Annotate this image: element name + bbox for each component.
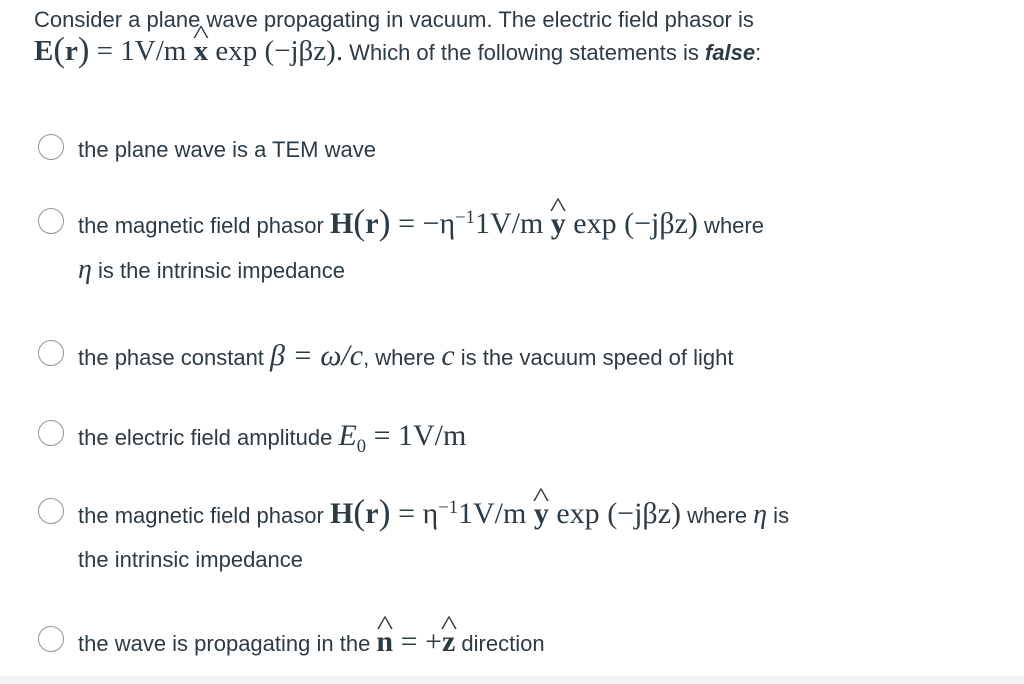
- question-intro: Consider a plane wave propagating in vacuum. The electric field phasor is: [34, 7, 754, 32]
- question-equation-line: E(r) = 1V/m ^ x exp (−jβz). Which of the following statements is false:: [34, 36, 994, 68]
- option-label: the magnetic field phasor $H(r) = \eta^{-1}1V/m$ ^ y exp (−jβz) where η is: [78, 494, 789, 536]
- radio-button[interactable]: [38, 420, 64, 446]
- page-bottom-divider: [0, 676, 1024, 684]
- radio-button[interactable]: [38, 626, 64, 652]
- option-label-line2: η is the intrinsic impedance: [78, 254, 346, 285]
- option-label: the magnetic field phasor $H(r) = -\eta^{-1}1V/m$ ^ y exp (−jβz) where: [78, 204, 764, 246]
- option-label: the wave is propagating in the ^ n = +^ z direction: [78, 622, 545, 664]
- question-text: [34, 6, 994, 68]
- question-tail: Which of the following statements is: [343, 40, 705, 65]
- radio-button[interactable]: [38, 134, 64, 160]
- false-emphasis: false: [705, 40, 756, 65]
- option-label: the phase constant β = ω/c, where c is the vacuum speed of light: [78, 339, 734, 372]
- option-label: the plane wave is a TEM wave: [78, 137, 376, 162]
- electric-field-equation: E(r) = 1V/m ^ x exp (−jβz).: [34, 35, 343, 67]
- radio-button[interactable]: [38, 208, 64, 234]
- option-label-line2: the intrinsic impedance: [78, 547, 304, 572]
- radio-button[interactable]: [38, 340, 64, 366]
- radio-button[interactable]: [38, 498, 64, 524]
- option-label: the electric field amplitude $E_0 = 1V/m$: [78, 419, 467, 457]
